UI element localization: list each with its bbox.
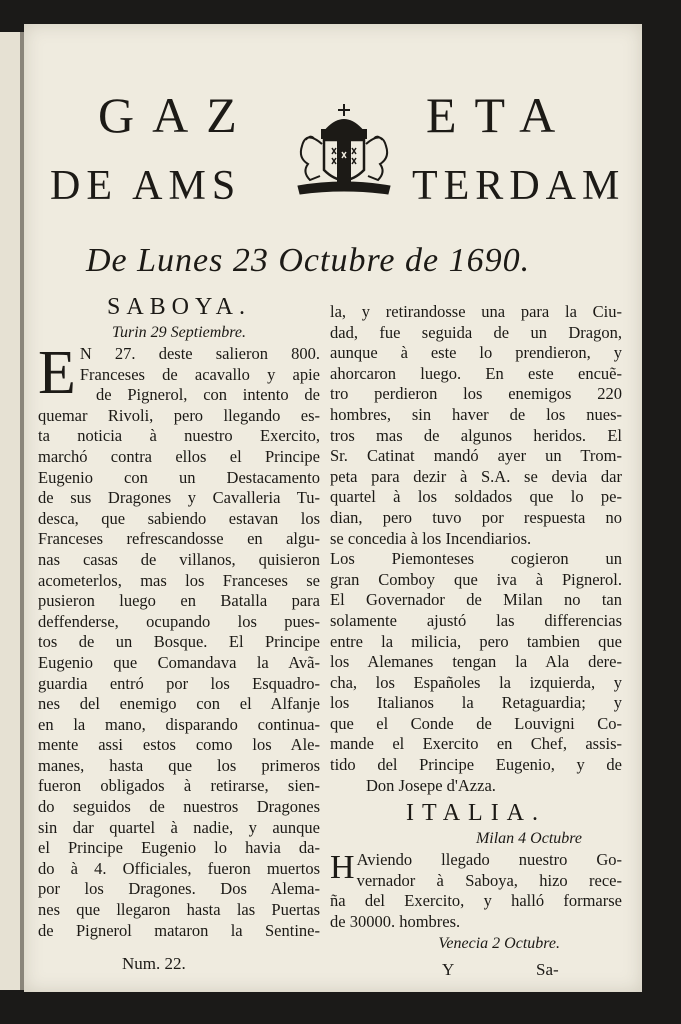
text-line: nes que llegaron hasta las Puertas bbox=[38, 900, 320, 920]
issue-number: Num. 22. bbox=[122, 954, 186, 973]
text-line: Franceses refrescandosse en algu- bbox=[38, 529, 320, 549]
text-line: de sus Dragones y Cavalleria Tu- bbox=[38, 488, 320, 508]
dateline-milan: Milan 4 Octubre bbox=[475, 830, 582, 848]
text-line: dian, pero tuvo por respuesta no bbox=[330, 507, 622, 527]
text-line: N 27. deste salieron 800. bbox=[79, 344, 320, 363]
masthead-gaz: GAZ bbox=[98, 87, 255, 143]
text-line: do à 4. Officiales, fueron muertos bbox=[38, 858, 320, 878]
text-line: entre la milicia, pero tambien que bbox=[330, 631, 622, 651]
drop-cap-e: E bbox=[38, 339, 76, 407]
text-line: quartel à los soldados que lo pe- bbox=[330, 487, 622, 507]
dateline-turin: Turin 29 Septiembre. bbox=[111, 324, 247, 341]
text-line: hombres, sin haver de los nues- bbox=[330, 404, 622, 424]
masthead-line-2 bbox=[24, 162, 642, 222]
text-line: Aviendo llegado nuestro Go- bbox=[356, 850, 622, 870]
text-line: el Principe Eugenio lo havia da- bbox=[38, 838, 320, 858]
text-line: por los Dragones. Dos Alema- bbox=[38, 879, 320, 899]
text-line: pusieron luego en Batalla para bbox=[38, 591, 320, 611]
text-line: nas casas de villanos, quisieron bbox=[38, 549, 320, 569]
text-line: Franceses de acavallo y apie bbox=[79, 364, 320, 384]
text-line: aunque à este lo prendieron, y bbox=[330, 343, 622, 363]
left-page-edge bbox=[0, 32, 22, 990]
text-line: Sr. Catinat mandó ayer un Trom- bbox=[330, 446, 622, 466]
text-line: do seguidos de nuestros Dragones bbox=[38, 797, 320, 817]
text-line: El Governador de Milan no tan bbox=[330, 590, 622, 610]
text-line: mente assi estos como los Ale- bbox=[38, 735, 320, 755]
text-line: mande el Exercito en Chef, assis- bbox=[330, 734, 622, 754]
text-line: Eugenio con un Destacamento bbox=[38, 467, 320, 487]
text-line: solamente ajustó las differencias bbox=[330, 610, 622, 630]
text-line: ahorcaron luego. En este encuẽ- bbox=[330, 363, 622, 383]
text-line: de Pignerol mataron la Sentine- bbox=[38, 920, 320, 940]
text-line: ña del Exercito, y halló formarse bbox=[330, 891, 622, 911]
text-line: acometerlos, mas los Franceses se bbox=[38, 570, 320, 590]
dateline-venecia: Venecia 2 Octubre. bbox=[438, 934, 560, 952]
text-line: tido del Principe Eugenio, y de bbox=[330, 755, 622, 775]
text-line: de Pignerol, con intento de bbox=[96, 385, 320, 405]
text-line: guardia entró por los Esquadro- bbox=[38, 673, 320, 693]
text-line: deffenderse, ocupando los pues- bbox=[38, 611, 320, 631]
text-line: nes del enemigo con el Alfanje bbox=[38, 694, 320, 714]
text-line: Don Josepe d'Azza. bbox=[366, 775, 496, 795]
text-line: de 30000. hombres. bbox=[330, 912, 461, 932]
text-line: tos de un Bosque. El Principe bbox=[38, 632, 320, 652]
text-line: Eugenio que Comandava la Avã- bbox=[38, 652, 320, 672]
section-heading-saboya: SABOYA. bbox=[106, 294, 252, 320]
text-line: sin dar quartel à nadie, y aunque bbox=[38, 817, 320, 837]
text-line: en la mano, disparando continua- bbox=[38, 714, 320, 734]
text-line: peta para dezir à S.A. se devia dar bbox=[330, 466, 622, 486]
newspaper-page bbox=[24, 24, 642, 992]
text-line: fueron obligados à retirarse, sien- bbox=[38, 776, 320, 796]
text-line: ta noticia à nuestro Exercito, bbox=[38, 426, 320, 446]
drop-cap-h: H bbox=[330, 849, 355, 887]
text-line: dad, fue seguida de un Dragon, bbox=[330, 322, 622, 342]
text-line: los Italianos la Retaguardia; y bbox=[330, 693, 622, 713]
issue-dateline: De Lunes 23 Octubre de 1690. bbox=[86, 242, 531, 279]
masthead-terdam: TERDAM bbox=[412, 163, 626, 209]
text-line: tro perdieron los enemigos 220 bbox=[330, 384, 622, 404]
section-heading-italia: ITALIA. bbox=[405, 800, 547, 827]
text-line: que el Conde de Louvigni Co- bbox=[330, 713, 622, 733]
text-line: cha, los Españoles la izquierda, y bbox=[330, 672, 622, 692]
masthead-eta: ETA bbox=[426, 87, 574, 143]
text-line: gran Comboy que iva à Pignerol. bbox=[330, 569, 622, 589]
catchword: Sa- bbox=[536, 960, 559, 979]
text-line: Los Piemonteses cogieron un bbox=[330, 549, 622, 569]
left-column bbox=[38, 292, 320, 941]
text-line: quemar Rivoli, pero llegando es- bbox=[38, 405, 320, 425]
text-line: se concedia à los Incendiarios. bbox=[330, 528, 532, 548]
page-footer bbox=[24, 954, 642, 984]
text-line: marchó contra ellos el Principe bbox=[38, 446, 320, 466]
text-line: desca, que sabiendo estavan los bbox=[38, 508, 320, 528]
text-line: vernador à Saboya, hizo rece- bbox=[356, 870, 622, 890]
signature-mark: Y bbox=[442, 960, 455, 979]
text-line: la, y retirandosse una para la Ciu- bbox=[330, 302, 622, 321]
text-line: tros mas de algunos heridos. El bbox=[330, 425, 622, 445]
text-line: los Alemanes tengan la Ala dere- bbox=[330, 652, 622, 672]
right-column bbox=[330, 302, 622, 955]
masthead-de-ams: DE AMS bbox=[50, 163, 242, 209]
text-line: manes, hasta que los primeros bbox=[38, 755, 320, 775]
